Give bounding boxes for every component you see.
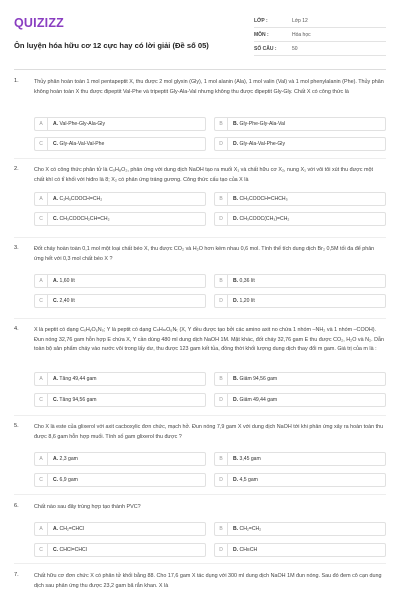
meta-value: 50 [292,45,298,52]
option-a[interactable] [34,522,206,536]
option-label: C. [53,397,59,403]
option-text: Gly-Ala-Val-Val-Phe [59,141,105,147]
meta-key: MÔN : [254,31,269,38]
option-text: CH≡CH [239,547,258,553]
option-text: CH₃COOCH=CHCH₃ [239,196,288,202]
option-b[interactable] [214,452,386,466]
question-number: 3. [14,245,19,251]
option-letter: A [35,453,48,465]
option-c[interactable] [34,543,206,557]
option-letter: D [215,213,228,225]
option-b[interactable] [214,192,386,206]
option-text: CHCl=CHCl [59,547,87,553]
option-b[interactable] [214,117,386,131]
option-letter: B [215,453,228,465]
option-letter: C [35,213,48,225]
option-d[interactable] [214,137,386,151]
option-d[interactable] [214,473,386,487]
option-letter: D [215,295,228,307]
question-divider [14,563,386,564]
option-text: 1,60 lít [59,278,75,284]
question-text: Chất nào sau đây trùng hợp tạo thành PVC? [34,504,141,510]
option-b[interactable] [214,522,386,536]
option-text: CH₂=CH₂ [239,526,262,532]
option-text: 2,40 lít [59,298,75,304]
option-text: Giảm 49,44 gam [239,397,278,403]
option-letter: A [35,193,48,205]
option-text: 6,9 gam [59,477,78,483]
option-letter: D [215,544,228,556]
option-letter: D [215,138,228,150]
meta-key: SỐ CÂU : [254,45,277,52]
page-title: Ôn luyện hóa hữu cơ 12 cực hay có lời giải (Đề số 05) [14,41,209,50]
option-letter: A [35,118,48,130]
option-label: B. [233,278,239,284]
option-label: A. [53,196,59,202]
meta-row-class [254,14,386,28]
meta-key: LỚP : [254,17,268,24]
option-a[interactable] [34,117,206,131]
option-letter: B [215,373,228,385]
meta-table [254,14,386,56]
option-letter: B [215,523,228,535]
option-label: D. [233,547,239,553]
question-number: 7. [14,572,19,578]
option-b[interactable] [214,274,386,288]
question-text: Đốt cháy hoàn toàn 0,1 mol một loại chất béo X, thu được CO₂ và H₂O hơn kém nhau 0,6 mol. Tính thể tích dung dịch Br₂ 0,5M tối đa để phản ứng hết với 0,3 mol chất béo X ? [34,246,375,262]
question-text: X là peptit có dạng CₓHᵧO₆N₅; Y là peptit có dạng CₙHₘO₆Nₜ (X, Y đều được tạo bởi các amino axit no chứa 1 nhóm –NH₂ và 1 nhóm –COOH). Đun nóng 32,76 gam hỗn hợp E chứa X, Y cần dùng 480 ml dung dịch NaOH 1M. Mặt khác, đốt cháy 32,76 gam E thu được CO₂, H₂O và N₂. Dẫn toàn bộ sản phẩm cháy vào nước vôi trong lấy dư, thu được 123 gam kết tủa, đồng thời khối lượng dung dịch thay đổi m gam. Giá trị của m là : [34,327,384,353]
meta-row-count [254,42,386,56]
option-label: A. [53,278,59,284]
question-divider [14,494,386,495]
meta-value: Hóa học [292,31,311,38]
option-label: C. [53,141,59,147]
question-number: 4. [14,326,19,332]
question-divider [14,158,386,159]
option-letter: A [35,275,48,287]
option-d[interactable] [214,543,386,557]
option-letter: B [215,275,228,287]
question-text: Cho X là este của glixerol với axit cacboxylic đơn chức, mạch hở. Đun nóng 7,9 gam X với dung dịch NaOH tới khi phản ứng xảy ra hoàn toàn thu được 8,6 gam hỗn hợp muối. Tính số gam glixerol thu được ? [34,424,384,440]
option-label: C. [53,547,59,553]
option-label: A. [53,456,59,462]
question-number: 6. [14,503,19,509]
option-d[interactable] [214,294,386,308]
option-text: C₂H₅COOCH=CH₂ [59,196,103,202]
option-text: 4,5 gam [239,477,258,483]
option-c[interactable] [34,393,206,407]
header-divider [14,69,386,70]
option-text: Gly-Phe-Gly-Ala-Val [239,121,285,127]
option-d[interactable] [214,212,386,226]
option-text: 1,20 lít [239,298,255,304]
question-text: Thủy phân hoàn toàn 1 mol pentapeptit X, thu được 2 mol glyxin (Gly), 1 mol alanin (Ala), 1 mol valin (Val) và 1 mol phenylalanin (Phe). Thủy phân không hoàn toàn X thu được đipeptit Val-Phe và tripeptit Gly-Ala-Val nhưng không thu được đipeptit Gly-Gly. Chất X có công thức là [34,79,384,95]
option-letter: C [35,138,48,150]
question-text: Chất hữu cơ đơn chức X có phân tử khối bằng 88. Cho 17,6 gam X tác dụng với 300 ml dung dịch NaOH 1M đun nóng. Sau đó đem cô cạn dung dịch sau phản ứng thu được 23,2 gam bã rắn khan. X là [34,573,382,589]
option-text: 2,3 gam [59,456,78,462]
question-divider [14,318,386,319]
option-letter: A [35,523,48,535]
option-c[interactable] [34,473,206,487]
option-a[interactable] [34,192,206,206]
option-c[interactable] [34,212,206,226]
option-text: Val-Phe-Gly-Ala-Gly [59,121,105,127]
option-b[interactable] [214,372,386,386]
question-divider [14,415,386,416]
option-letter: C [35,394,48,406]
option-label: B. [233,376,239,382]
option-label: D. [233,216,239,222]
option-label: A. [53,376,59,382]
option-letter: C [35,295,48,307]
option-label: A. [53,526,59,532]
option-letter: D [215,474,228,486]
option-text: Tăng 49,44 gam [59,376,97,382]
option-text: CH₂=CHCl [59,526,84,532]
option-letter: C [35,474,48,486]
option-label: D. [233,397,239,403]
option-d[interactable] [214,393,386,407]
option-text: Gly-Ala-Val-Phe-Gly [239,141,285,147]
option-label: D. [233,298,239,304]
question-number: 5. [14,423,19,429]
question-text: Cho X có công thức phân tử là C₅H₈O₂, phản ứng với dung dịch NaOH tạo ra muối X₁ và chất hữu cơ X₂, nung X₁ với vôi tôi xút thu được một chất khí có tỉ khối với hiđro là 8; X₂ có phản ứng tráng gương. Công thức cấu tạo của X là [34,167,373,183]
quizizz-logo: QUIZIZZ [14,16,65,30]
option-letter: C [35,544,48,556]
option-label: B. [233,456,239,462]
option-a[interactable] [34,372,206,386]
option-text: CH₃COOC(CH₃)=CH₂ [239,216,290,222]
option-text: CH₃COOCH₂CH=CH₂ [59,216,110,222]
option-c[interactable] [34,137,206,151]
option-a[interactable] [34,274,206,288]
meta-value: Lớp 12 [292,17,308,24]
option-label: C. [53,216,59,222]
meta-row-subject [254,28,386,42]
option-label: A. [53,121,59,127]
option-label: C. [53,477,59,483]
option-text: Tăng 94,56 gam [59,397,97,403]
option-text: 0,36 lít [239,278,255,284]
option-label: B. [233,526,239,532]
option-label: D. [233,477,239,483]
option-label: B. [233,196,239,202]
option-letter: B [215,193,228,205]
question-number: 1. [14,78,19,84]
option-text: 3,45 gam [239,456,261,462]
option-letter: A [35,373,48,385]
option-letter: B [215,118,228,130]
option-a[interactable] [34,452,206,466]
option-label: C. [53,298,59,304]
option-letter: D [215,394,228,406]
option-text: Giảm 94,56 gam [239,376,278,382]
question-number: 2. [14,166,19,172]
header [14,10,386,60]
option-label: D. [233,141,239,147]
option-c[interactable] [34,294,206,308]
question-divider [14,237,386,238]
option-label: B. [233,121,239,127]
